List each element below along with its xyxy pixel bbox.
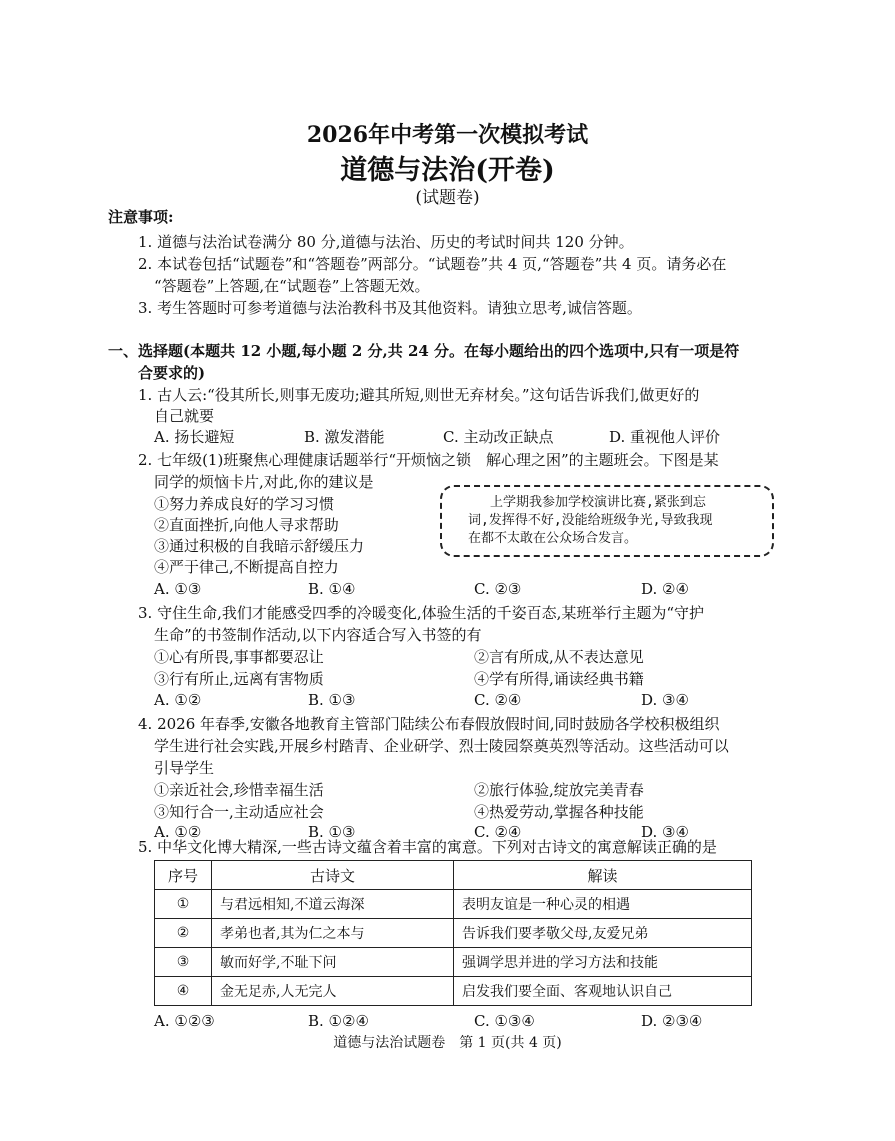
q4-stem-cont: 学生进行社会实践,开展乡村踏青、企业研学、烈士陵园祭奠英烈等活动。这些活动可以 xyxy=(154,737,729,755)
q4-stem: 4. 2026 年春季,安徽各地教育主管部门陆续公布春假放假时间,同时鼓励各学校积极组织 xyxy=(138,715,720,733)
q1-option-c[interactable]: C. 主动改正缺点 xyxy=(443,428,554,446)
exam-subtitle: (试题卷) xyxy=(415,188,480,208)
table-header: 古诗文 xyxy=(212,861,454,890)
table-cell-poem: 孝弟也者,其为仁之本与 xyxy=(212,919,454,948)
table-row xyxy=(155,977,752,1006)
table-cell-poem: 敏而好学,不耻下问 xyxy=(212,948,454,977)
table-cell-meaning: 告诉我们要孝敬父母,友爱兄弟 xyxy=(454,919,752,948)
table-cell-poem: 与君远相知,不道云海深 xyxy=(212,890,454,919)
q5-stem: 5. 中华文化博大精深,一些古诗文蕴含着丰富的寓意。下列对古诗文的寓意解读正确的是 xyxy=(138,838,717,856)
q2-option-c[interactable]: C. ②③ xyxy=(474,580,522,598)
notice-heading: 注意事项: xyxy=(108,208,174,226)
poem-table xyxy=(154,860,752,1006)
table-cell-poem: 金无足赤,人无完人 xyxy=(212,977,454,1006)
worry-card-line: 上学期我参加学校演讲比赛,紧张到忘 xyxy=(490,495,706,510)
table-cell-meaning: 强调学思并进的学习方法和技能 xyxy=(454,948,752,977)
q3-option-c[interactable]: C. ②④ xyxy=(474,691,522,709)
q1-option-b[interactable]: B. 激发潜能 xyxy=(304,428,385,446)
q3-option-b[interactable]: B. ①③ xyxy=(308,691,356,709)
table-row xyxy=(155,919,752,948)
section-heading: 一、选择题(本题共 12 小题,每小题 2 分,共 24 分。在每小题给出的四个选项中,只有一项是符 xyxy=(108,342,740,360)
q4-option-d[interactable]: D. ③④ xyxy=(641,823,689,841)
q2-option-a[interactable]: A. ①③ xyxy=(154,580,202,598)
table-row xyxy=(155,890,752,919)
q2-item: ②直面挫折,向他人寻求帮助 xyxy=(154,516,339,534)
q2-option-b[interactable]: B. ①④ xyxy=(308,580,356,598)
table-header: 序号 xyxy=(155,861,212,890)
notice-item: “答题卷”上答题,在“试题卷”上答题无效。 xyxy=(154,277,430,295)
notice-item: 2. 本试卷包括“试题卷”和“答题卷”两部分。“试题卷”共 4 页,“答题卷”共 4 页。请务必在 xyxy=(138,255,727,273)
table-row xyxy=(155,948,752,977)
table-cell-no: ② xyxy=(155,919,212,948)
q4-option-a[interactable]: A. ①② xyxy=(154,823,202,841)
q4-item: ②旅行体验,绽放完美青春 xyxy=(474,781,644,799)
table-header-row xyxy=(155,861,752,890)
q3-item: ④学有所得,诵读经典书籍 xyxy=(474,670,644,688)
page-footer: 道德与法治试题卷 第 1 页(共 4 页) xyxy=(333,1035,562,1051)
q2-item: ④严于律己,不断提高自控力 xyxy=(154,558,339,576)
table-cell-no: ① xyxy=(155,890,212,919)
q3-option-d[interactable]: D. ③④ xyxy=(641,691,689,709)
q1-stem-cont: 自己就要 xyxy=(154,407,215,425)
q3-stem: 3. 守住生命,我们才能感受四季的冷暖变化,体验生活的千姿百态,某班举行主题为“守护 xyxy=(138,604,705,622)
q3-stem-cont: 生命”的书签制作活动,以下内容适合写入书签的有 xyxy=(154,626,482,644)
q2-option-d[interactable]: D. ②④ xyxy=(641,580,689,598)
q4-item: ④热爱劳动,掌握各种技能 xyxy=(474,803,644,821)
table-cell-meaning: 启发我们要全面、客观地认识自己 xyxy=(454,977,752,1006)
table-cell-no: ③ xyxy=(155,948,212,977)
q5-option-a[interactable]: A. ①②③ xyxy=(154,1012,215,1030)
q2-item: ①努力养成良好的学习习惯 xyxy=(154,495,335,513)
worry-card-line: 在都不太敢在公众场合发言。 xyxy=(468,531,638,546)
table-cell-no: ④ xyxy=(155,977,212,1006)
q5-option-b[interactable]: B. ①②④ xyxy=(308,1012,369,1030)
q4-stem-cont: 引导学生 xyxy=(154,759,215,777)
q4-item: ③知行合一,主动适应社会 xyxy=(154,803,324,821)
section-heading-cont: 合要求的) xyxy=(138,364,206,382)
q2-item: ③通过积极的自我暗示舒缓压力 xyxy=(154,537,365,555)
q5-option-c[interactable]: C. ①③④ xyxy=(474,1012,535,1030)
notice-item: 3. 考生答题时可参考道德与法治教科书及其他资料。请独立思考,诚信答题。 xyxy=(138,299,642,317)
exam-subject: 道德与法治(开卷) xyxy=(340,155,555,186)
q4-option-c[interactable]: C. ②④ xyxy=(474,823,522,841)
q2-stem-cont: 同学的烦恼卡片,对此,你的建议是 xyxy=(154,473,374,491)
q2-stem: 2. 七年级(1)班聚焦心理健康话题举行“开烦恼之锁 解心理之困”的主题班会。下图是某 xyxy=(138,451,719,469)
q3-option-a[interactable]: A. ①② xyxy=(154,691,202,709)
q4-option-b[interactable]: B. ①③ xyxy=(308,823,356,841)
q1-option-d[interactable]: D. 重视他人评价 xyxy=(609,428,721,446)
table-cell-meaning: 表明友谊是一种心灵的相遇 xyxy=(454,890,752,919)
table-header: 解读 xyxy=(454,861,752,890)
q3-item: ②言有所成,从不表达意见 xyxy=(474,648,644,666)
worry-card xyxy=(440,485,774,557)
q1-option-a[interactable]: A. 扬长避短 xyxy=(154,428,235,446)
q3-item: ③行有所止,远离有害物质 xyxy=(154,670,324,688)
q1-stem: 1. 古人云:“役其所长,则事无废功;避其所短,则世无弃材矣。”这句话告诉我们,做更好的 xyxy=(138,386,700,404)
q4-item: ①亲近社会,珍惜幸福生活 xyxy=(154,781,324,799)
worry-card-line: 词,发挥得不好,没能给班级争光,导致我现 xyxy=(468,513,713,528)
exam-title: 2026年中考第一次模拟考试 xyxy=(306,122,589,148)
q3-item: ①心有所畏,事事都要忍让 xyxy=(154,648,324,666)
notice-item: 1. 道德与法治试卷满分 80 分,道德与法治、历史的考试时间共 120 分钟。 xyxy=(138,233,634,251)
q5-option-d[interactable]: D. ②③④ xyxy=(641,1012,703,1030)
